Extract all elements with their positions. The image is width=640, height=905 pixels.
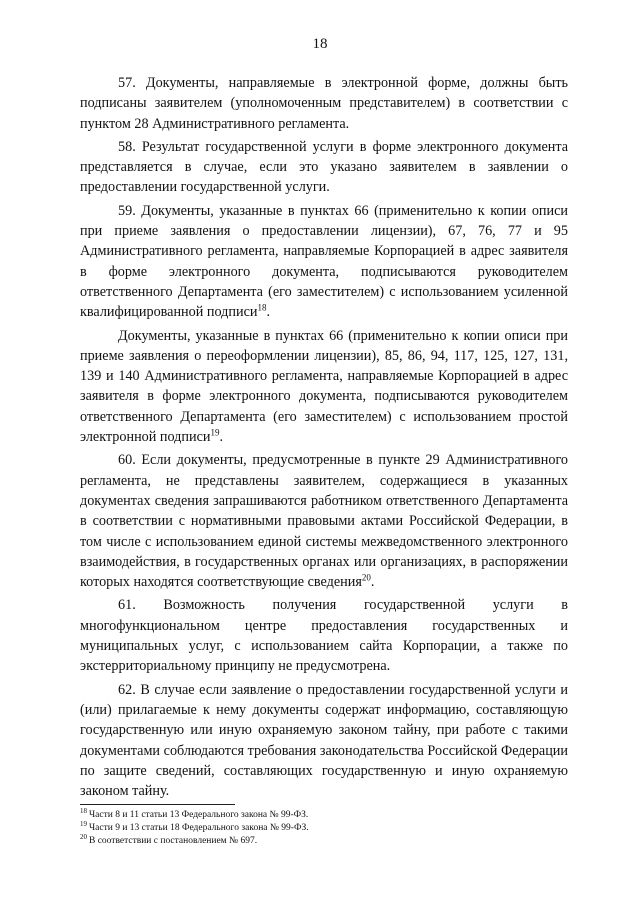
footnote-20 — [80, 832, 568, 848]
paragraph-text: 62. В случае если заявление о предоставлении государственной услуги и (или) прилагаемые к нему документы содержат информацию, составляющую государственную или иную охраняемую законом тайну, при работе с такими документами соблюдаются требования законодательства Российской Федерации по защите сведений, составляющих государственную и иную охраняемую законом тайну. — [80, 681, 568, 800]
paragraph-60: 60. Если документы, предусмотренные в пункте 29 Административного регламента, не представлены заявителем, содержащиеся в указанных документах сведения запрашиваются работником ответственного Департамента в соответствии с нормативными правовыми актами Российской Федерации, в том числе с использованием единой системы межведомственного электронного взаимодействия, в государственных органах или организациях, в распоряжении которых находятся соответствующие сведения$^{20}$. — [80, 452, 568, 591]
paragraph-text: 58. Результат государственной услуги в форме электронного документа представляется в случае, если это указано заявителем в заявлении о предоставлении государственной услуги. — [80, 138, 568, 196]
footnotes — [80, 804, 568, 848]
page-number: 18 — [312, 36, 328, 52]
paragraph-59: 59. Документы, указанные в пунктах 66 (применительно к копии описи при приеме заявления о предоставлении лицензии), 67, 76, 77 и 95 Административного регламента, направляемые Корпорацией в адрес заявителя в форме электронного документа, подписываются руководителем ответственного Департамента (его заместителем) с использованием усиленной квалифицированной подписи$^{18}$. — [80, 202, 568, 321]
paragraph-58 — [80, 137, 568, 198]
paragraph-text: 61. Возможность получения государственной услуги в многофункциональном центре предоставления государственных и муниципальных услуг, с использованием сайта Корпорации, а также по экстерриториальному принципу не предусмотрена. — [80, 597, 568, 675]
paragraph-57 — [80, 73, 568, 134]
paragraph-text: Документы, указанные в пунктах 66 (применительно к копии описи при приеме заявления о переоформлении лицензии), 85, 86, 94, 117, 125, 127, 131, 139 и 140 Административного регламента, направляемые Корпорацией в адрес заявителя в форме электронного документа, подписываются руководителем ответственного Департамента (его заместителем) с использованием простой электронной подписи — [80, 327, 568, 446]
footnote-number: 19 — [80, 819, 87, 828]
footnote-text: Части 9 и 13 статьи 18 Федерального закона № 99-ФЗ. — [89, 823, 309, 833]
footnote-text: Части 8 и 11 статьи 13 Федерального закона № 99-ФЗ. — [89, 810, 309, 820]
paragraph-text: 60. Если документы, предусмотренные в пункте 29 Административного регламента, не представлены заявителем, содержащиеся в указанных документах сведения запрашиваются работником ответственного Департамента в соответствии с нормативными правовыми актами Российской Федерации, в том числе с использованием единой системы межведомственного электронного взаимодействия, в государственных органах или организациях, в распоряжении которых находятся соответствующие сведения — [80, 452, 568, 591]
footnote-ref-19: 19 — [210, 427, 220, 438]
footnote-number: 18 — [80, 806, 87, 815]
footnote-divider — [80, 804, 235, 805]
footnote-ref-20: 20 — [361, 572, 371, 583]
paragraph-text: 59. Документы, указанные в пунктах 66 (применительно к копии описи при приеме заявления о предоставлении лицензии), 67, 76, 77 и 95 Административного регламента, направляемые Корпорацией в адрес заявителя в форме электронного документа, подписываются руководителем ответственного Департамента (его заместителем) с использованием усиленной квалифицированной подписи — [80, 202, 568, 321]
document-body — [80, 73, 568, 801]
paragraph-59-continued: Документы, указанные в пунктах 66 (применительно к копии описи при приеме заявления о переоформлении лицензии), 85, 86, 94, 117, 125, 127, 131, 139 и 140 Административного регламента, направляемые Корпорацией в адрес заявителя в форме электронного документа, подписываются руководителем ответственного Департамента (его заместителем) с использованием простой электронной подписи$^{19}$. — [80, 327, 568, 446]
footnote-number: 20 — [80, 832, 87, 841]
footnote-19 — [80, 819, 568, 835]
footnote-text: В соответствии с постановлением № 697. — [89, 836, 258, 846]
paragraph-61 — [80, 595, 568, 676]
paragraph-62 — [80, 680, 568, 802]
footnote-ref-18: 18 — [257, 302, 267, 313]
footnote-18 — [80, 806, 568, 822]
paragraph-text: 57. Документы, направляемые в электронной форме, должны быть подписаны заявителем (уполномоченным представителем) в соответствии с пунктом 28 Административного регламента. — [80, 75, 568, 132]
